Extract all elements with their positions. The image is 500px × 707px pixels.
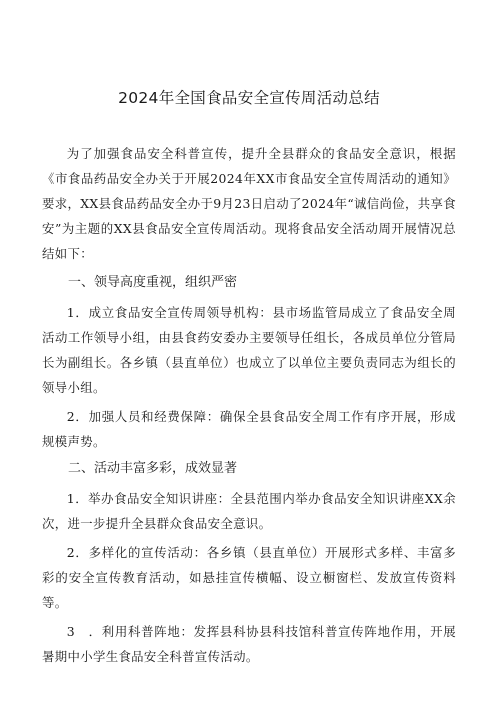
document-title: 2024年全国食品安全宣传周活动总结 [118,89,380,107]
section-2-paragraph-2: 2．多样化的宣传活动：各乡镇（县直单位）开展形式多样、丰富多彩的安全宣传教育活动，如悬挂宣传横幅、设立橱窗栏、发放宣传资料等。 [42,545,456,610]
section-1-paragraph-2: 2．加强人员和经费保障：确保全县食品安全周工作有序开展，形成规模声势。 [42,409,456,449]
section-heading-1: 一、领导高度重视，组织严密 [68,275,238,290]
section-heading-2: 二、活动丰富多彩，成效显著 [68,461,238,476]
section-2-paragraph-1: 1．举办食品安全知识讲座：全县范围内举办食品安全知识讲座XX余次，进一步提升全县群众食品安全意识。 [42,491,456,531]
section-2-paragraph-3: 3 ．利用科普阵地：发挥县科协县科技馆科普宣传阵地作用，开展暑期中小学生食品安全科普宣传活动。 [42,624,456,664]
intro-paragraph: 为了加强食品安全科普宣传，提升全县群众的食品安全意识，根据《市食品药品安全办关于开展2024年XX市食品安全宣传周活动的通知》要求，XX县食品药品安全办于9月23日启动了2024年“诚信尚俭，共享食安”为主题的XX县食品安全宣传周活动。现将食品安全活动周开展情况总结如下： [42,146,456,261]
section-1-paragraph-1: 1．成立食品安全宣传周领导机构：县市场监管局成立了食品安全周活动工作领导小组，由县食药安委办主要领导任组长，各成员单位分管局长为副组长。各乡镇（县直单位）也成立了以单位主要负责同志为组长的领导小组。 [42,305,456,395]
